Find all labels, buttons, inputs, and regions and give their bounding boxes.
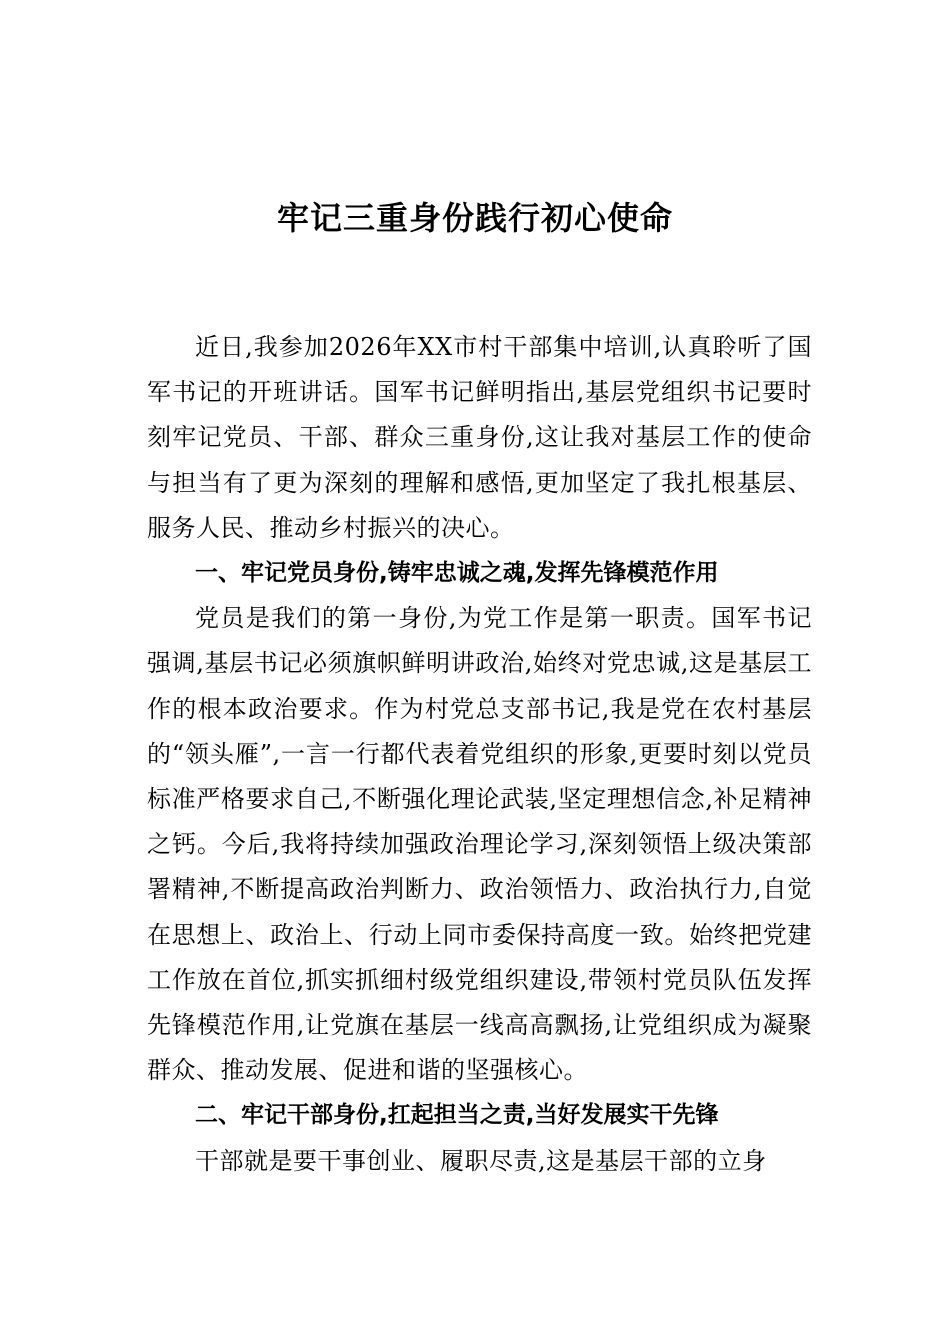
intro-paragraph: 近日,我参加2026年XX市村干部集中培训,认真聆听了国军书记的开班讲话。国军书记鲜明指出,基层党组织书记要时刻牢记党员、干部、群众三重身份,这让我对基层工作的使命与担当有了更为深刻的理解和感悟,更加坚定了我扎根基层、服务人民、推动乡村振兴的决心。 — [147, 333, 812, 542]
document-title: 牢记三重身份践行初心使命 — [276, 199, 673, 237]
section-2-paragraph: 干部就是要干事创业、履职尽责,这是基层干部的立身 — [195, 1146, 767, 1175]
section-heading-1: 一、牢记党员身份,铸牢忠诚之魂,发挥先锋模范作用 — [195, 560, 719, 587]
section-1-paragraph: 党员是我们的第一身份,为党工作是第一职责。国军书记强调,基层书记必须旗帜鲜明讲政治,始终对党忠诚,这是基层工作的根本政治要求。作为村党总支部书记,我是党在农村基层的“领头雁”,一言一行都代表着党组织的形象,更要时刻以党员标准严格要求自己,不断强化理论武装,坚定理想信念,补足精神之钙。今后,我将持续加强政治理论学习,深刻领悟上级决策部署精神,不断提高政治判断力、政治领悟力、政治执行力,自觉在思想上、政治上、行动上同市委保持高度一致。始终把党建工作放在首位,抓实抓细村级党组织建设,带领村党员队伍发挥先锋模范作用,让党旗在基层一线高高飘扬,让党组织成为凝聚群众、推动发展、促进和谐的坚强核心。 — [147, 604, 812, 1085]
document-body — [147, 325, 812, 1184]
section-heading-2: 二、牢记干部身份,扛起担当之责,当好发展实干先锋 — [195, 1102, 719, 1129]
